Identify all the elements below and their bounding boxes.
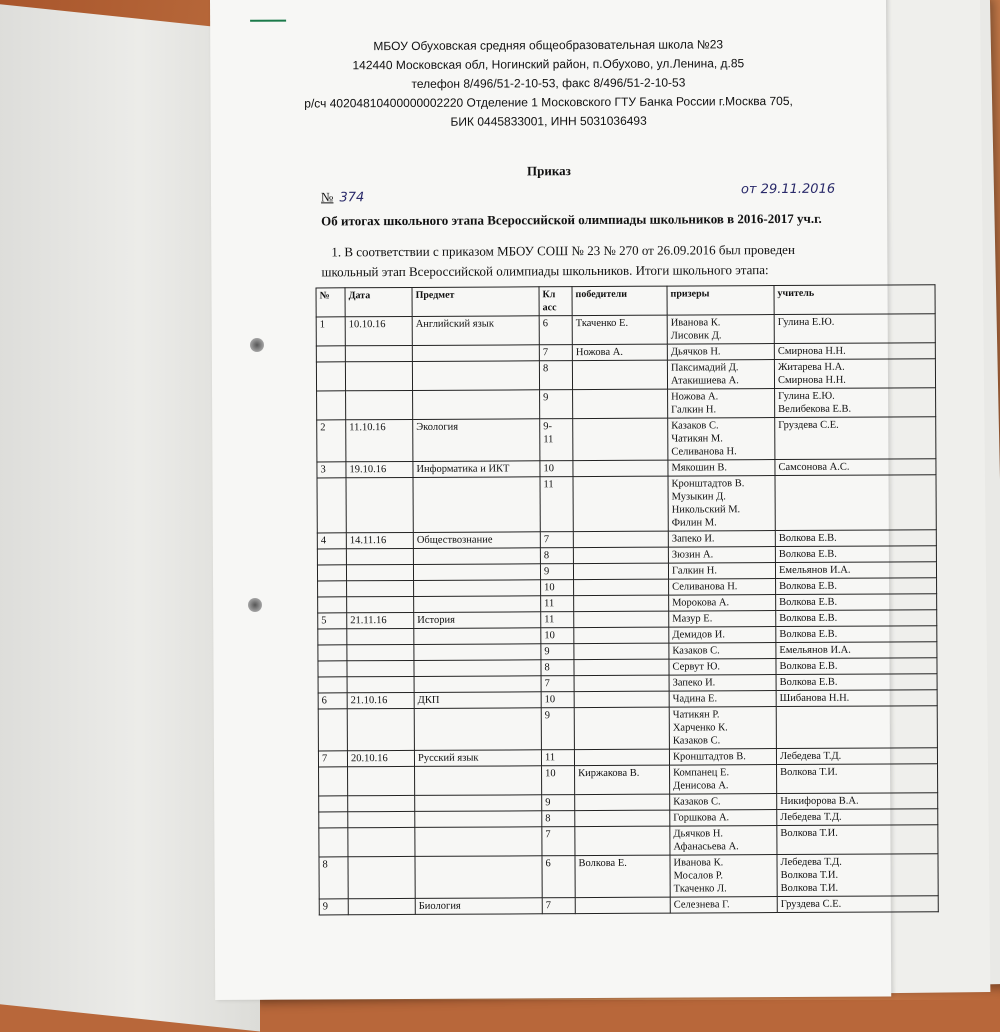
table-cell bbox=[573, 476, 668, 531]
table-cell: Запеко И. bbox=[669, 675, 776, 692]
table-cell: Дьячков Н. bbox=[667, 344, 774, 361]
table-cell: Киржакова В. bbox=[575, 765, 670, 794]
order-title: Приказ bbox=[526, 163, 571, 179]
table-cell: Волкова Т.И. bbox=[777, 764, 938, 794]
table-cell bbox=[415, 795, 542, 812]
table-cell: 14.11.16 bbox=[346, 532, 413, 548]
table-cell: Смирнова Н.Н. bbox=[774, 343, 935, 360]
order-subject: Об итогах школьного этапа Всероссийской олимпиады школьников в 2016-2017 уч.г. bbox=[321, 210, 822, 229]
table-cell bbox=[346, 390, 413, 419]
table-cell bbox=[318, 645, 347, 661]
table-cell: 9 bbox=[540, 564, 573, 580]
table-cell: Емельянов И.А. bbox=[776, 642, 937, 659]
table-cell: Ножова А. Галкин Н. bbox=[668, 389, 775, 419]
table-row bbox=[319, 825, 938, 857]
order-number bbox=[321, 189, 364, 205]
table-cell: 11.10.16 bbox=[346, 419, 413, 461]
letterhead-line: 142440 Московская обл, Ногинский район, п.Обухово, ул.Ленина, д.85 bbox=[352, 56, 745, 73]
table-cell bbox=[775, 475, 936, 531]
table-cell: Самсонова А.С. bbox=[775, 459, 936, 476]
table-cell: Зюзин А. bbox=[668, 547, 775, 564]
table-cell bbox=[317, 565, 346, 581]
table-cell: 7 bbox=[540, 532, 573, 548]
table-cell bbox=[573, 547, 668, 563]
table-cell: Волкова Е.В. bbox=[775, 530, 936, 547]
table-cell: Волкова Е.В. bbox=[776, 658, 937, 675]
table-cell: 7 bbox=[318, 751, 347, 767]
table-cell bbox=[414, 580, 541, 597]
header-cell: Предмет bbox=[412, 287, 539, 317]
table-cell: ДКП bbox=[414, 692, 541, 709]
header-cell: призеры bbox=[667, 286, 774, 316]
table-cell bbox=[414, 628, 541, 645]
table-cell bbox=[347, 580, 414, 596]
table-cell bbox=[347, 660, 414, 676]
table-cell: 8 bbox=[541, 660, 574, 676]
table-cell bbox=[317, 549, 346, 565]
table-cell: 11 bbox=[540, 477, 573, 532]
school-letterhead bbox=[210, 34, 886, 133]
table-cell bbox=[348, 811, 415, 827]
table-cell bbox=[776, 706, 937, 749]
table-cell: 21.10.16 bbox=[347, 692, 414, 708]
table-cell: 10.10.16 bbox=[345, 316, 412, 345]
number-label: № bbox=[320, 189, 334, 205]
table-cell bbox=[347, 628, 414, 644]
table-cell: 10 bbox=[541, 580, 574, 596]
table-row bbox=[319, 764, 938, 796]
table-cell bbox=[317, 478, 346, 533]
table-cell bbox=[413, 564, 540, 581]
table-cell bbox=[575, 897, 670, 913]
header-cell: победители bbox=[572, 286, 667, 315]
header-cell: Кл асс bbox=[539, 287, 572, 316]
table-cell: Иванова К. Мосалов Р. Ткаченко Л. bbox=[670, 855, 777, 898]
table-cell: Казаков С. Чатикян М. Селиванова Н. bbox=[668, 418, 775, 461]
table-cell: Волкова Е. bbox=[575, 855, 670, 897]
table-cell bbox=[573, 389, 668, 418]
olympiad-results-table bbox=[316, 284, 939, 915]
table-cell bbox=[574, 749, 669, 765]
table-cell bbox=[347, 644, 414, 660]
table-cell bbox=[318, 597, 347, 613]
table-cell: Ножова А. bbox=[572, 344, 667, 360]
table-cell: Кронштадтов В. Музыкин Д. Никольский М. Филин М. bbox=[668, 476, 775, 532]
table-cell bbox=[574, 643, 669, 659]
table-cell bbox=[573, 460, 668, 476]
table-cell bbox=[348, 795, 415, 811]
header-cell: Дата bbox=[345, 287, 412, 316]
table-cell: Житарева Н.А. Смирнова Н.Н. bbox=[774, 359, 935, 389]
table-cell: 3 bbox=[317, 462, 346, 478]
table-cell: Волкова Е.В. bbox=[776, 594, 937, 611]
table-cell bbox=[318, 661, 347, 677]
table-cell: Обществознание bbox=[413, 532, 540, 549]
table-cell bbox=[347, 708, 414, 750]
table-row bbox=[318, 706, 937, 751]
table-cell: 11 bbox=[541, 750, 574, 766]
table-cell: Груздева С.Е. bbox=[777, 896, 938, 913]
table-cell bbox=[318, 709, 347, 751]
table-cell: Емельянов И.А. bbox=[775, 562, 936, 579]
table-row bbox=[319, 896, 938, 915]
table-cell: 8 bbox=[540, 548, 573, 564]
table-cell bbox=[575, 810, 670, 826]
table-cell bbox=[412, 361, 539, 391]
table-cell: Волкова Е.В. bbox=[776, 610, 937, 627]
table-cell: 9 bbox=[541, 644, 574, 660]
letterhead-line: БИК 0445833001, ИНН 5031036493 bbox=[450, 113, 647, 129]
table-cell: 6 bbox=[318, 693, 347, 709]
table-cell: Морокова А. bbox=[669, 595, 776, 612]
table-cell: Селезнева Г. bbox=[670, 897, 777, 914]
table-cell: Казаков С. bbox=[669, 643, 776, 660]
table-cell bbox=[414, 596, 541, 613]
table-cell bbox=[413, 477, 540, 533]
table-cell bbox=[574, 675, 669, 691]
table-cell: 1 bbox=[316, 317, 345, 346]
table-cell: Груздева С.Е. bbox=[775, 417, 936, 460]
binder-hole bbox=[248, 598, 262, 612]
table-cell bbox=[415, 856, 542, 899]
table-cell: Лебедева Т.Д. bbox=[776, 748, 937, 765]
table-cell: 8 bbox=[539, 361, 572, 390]
table-cell bbox=[348, 827, 415, 856]
table-cell bbox=[574, 659, 669, 675]
header-cell: учитель bbox=[774, 285, 935, 315]
table-cell: 6 bbox=[542, 856, 575, 898]
table-row bbox=[317, 475, 936, 533]
table-cell: 7 bbox=[542, 827, 575, 856]
table-cell bbox=[319, 828, 348, 857]
table-cell bbox=[347, 676, 414, 692]
table-cell: 5 bbox=[318, 613, 347, 629]
number-handwritten: 374 bbox=[339, 190, 365, 206]
table-cell: 11 bbox=[541, 596, 574, 612]
table-cell bbox=[412, 345, 539, 362]
document-page bbox=[210, 0, 891, 1000]
table-cell bbox=[345, 345, 412, 361]
table-cell: 6 bbox=[539, 316, 572, 345]
table-cell bbox=[319, 812, 348, 828]
table-cell: Экология bbox=[413, 419, 540, 462]
table-cell: Кронштадтов В. bbox=[669, 749, 776, 766]
table-cell: 9 bbox=[542, 795, 575, 811]
table-cell bbox=[346, 477, 413, 532]
table-cell: Мазур Е. bbox=[669, 611, 776, 628]
table-cell bbox=[574, 579, 669, 595]
table-cell: Гулина Е.Ю. Велибекова Е.В. bbox=[775, 388, 936, 418]
table-cell bbox=[573, 531, 668, 547]
table-cell: 10 bbox=[540, 461, 573, 477]
table-cell bbox=[574, 691, 669, 707]
table-cell bbox=[319, 767, 348, 796]
table-cell: Лебедева Т.Д. bbox=[777, 809, 938, 826]
table-cell bbox=[575, 794, 670, 810]
table-row bbox=[319, 854, 938, 899]
table-cell: Информатика и ИКТ bbox=[413, 461, 540, 478]
table-cell: 2 bbox=[317, 420, 346, 462]
table-body bbox=[316, 314, 938, 915]
table-cell bbox=[347, 596, 414, 612]
table-cell bbox=[316, 346, 345, 362]
table-cell: Запеко И. bbox=[668, 531, 775, 548]
table-cell: Биология bbox=[415, 898, 542, 915]
table-cell: Русский язык bbox=[414, 750, 541, 767]
table-row bbox=[316, 314, 935, 346]
table-cell: Паксимадий Д. Атакишиева А. bbox=[667, 360, 774, 390]
table-cell bbox=[318, 629, 347, 645]
letterhead-line: р/сч 40204810400000002220 Отделение 1 Московского ГТУ Банка России г.Москва 705, bbox=[304, 93, 793, 111]
table-cell: Горшкова А. bbox=[670, 810, 777, 827]
header-cell: № bbox=[316, 288, 345, 317]
table-cell bbox=[348, 898, 415, 914]
table-cell: 7 bbox=[541, 676, 574, 692]
table-cell bbox=[413, 548, 540, 565]
table-cell: Казаков С. bbox=[670, 794, 777, 811]
table-cell: Шибанова Н.Н. bbox=[776, 690, 937, 707]
table-cell: 7 bbox=[542, 898, 575, 914]
table-cell bbox=[413, 390, 540, 420]
table-cell: Английский язык bbox=[412, 316, 539, 346]
table-cell: 11 bbox=[541, 612, 574, 628]
table-cell: Волкова Е.В. bbox=[775, 546, 936, 563]
table-cell bbox=[574, 627, 669, 643]
order-date-handwritten: от 29.11.2016 bbox=[740, 181, 836, 198]
table-cell: Селиванова Н. bbox=[669, 579, 776, 596]
table-cell: Демидов И. bbox=[669, 627, 776, 644]
table-cell bbox=[415, 766, 542, 796]
table-cell bbox=[415, 827, 542, 857]
table-cell: 9 bbox=[319, 899, 348, 915]
table-cell: 20.10.16 bbox=[347, 750, 414, 766]
table-cell bbox=[319, 796, 348, 812]
table-cell bbox=[346, 564, 413, 580]
table-cell bbox=[317, 391, 346, 420]
paragraph-line: школьный этап Всероссийской олимпиады школьников. Итоги школьного этапа: bbox=[321, 262, 769, 280]
order-paragraph bbox=[321, 240, 861, 283]
table-cell: 10 bbox=[541, 628, 574, 644]
green-pen-mark bbox=[250, 20, 286, 22]
letterhead-line: телефон 8/496/51-2-10-53, факс 8/496/51-2-10-53 bbox=[411, 75, 686, 91]
table-row bbox=[316, 359, 935, 391]
letterhead-line: МБОУ Обуховская средняя общеобразовательная школа №23 bbox=[373, 37, 724, 54]
table-cell: 7 bbox=[539, 345, 572, 361]
table-cell bbox=[573, 418, 668, 460]
table-cell bbox=[414, 644, 541, 661]
table-cell bbox=[414, 676, 541, 693]
table-cell: Дьячков Н. Афанасьева А. bbox=[670, 826, 777, 856]
table-cell bbox=[574, 707, 669, 749]
table-cell: Иванова К. Лисовик Д. bbox=[667, 315, 774, 345]
table-cell bbox=[318, 677, 347, 693]
table-cell: Волкова Т.И. bbox=[777, 825, 938, 855]
table-cell: 9 bbox=[540, 390, 573, 419]
table-cell: 8 bbox=[542, 811, 575, 827]
table-cell: 10 bbox=[542, 766, 575, 795]
table-cell: 9- 11 bbox=[540, 419, 573, 461]
table-cell: История bbox=[414, 612, 541, 629]
binder-hole bbox=[250, 338, 264, 352]
table-cell: 19.10.16 bbox=[346, 461, 413, 477]
table-cell: Никифорова В.А. bbox=[777, 793, 938, 810]
table-cell: 10 bbox=[541, 692, 574, 708]
table-cell bbox=[574, 611, 669, 627]
table-cell bbox=[348, 766, 415, 795]
table-cell bbox=[575, 826, 670, 855]
table-cell: Чадина Е. bbox=[669, 691, 776, 708]
table-row bbox=[317, 417, 936, 462]
table-cell bbox=[345, 361, 412, 390]
table-cell: 9 bbox=[541, 708, 574, 750]
table-row bbox=[317, 388, 936, 420]
table-cell: Лебедева Т.Д. Волкова Т.И. Волкова Т.И. bbox=[777, 854, 938, 897]
table-cell bbox=[318, 581, 347, 597]
table-cell: Волкова Е.В. bbox=[776, 578, 937, 595]
table-cell bbox=[346, 548, 413, 564]
table-cell bbox=[415, 811, 542, 828]
table-cell bbox=[316, 362, 345, 391]
table-cell: Ткаченко Е. bbox=[572, 315, 667, 344]
table-cell bbox=[572, 360, 667, 389]
table-cell bbox=[414, 660, 541, 677]
table-cell bbox=[414, 708, 541, 751]
table-cell bbox=[574, 595, 669, 611]
table-cell: Волкова Е.В. bbox=[776, 626, 937, 643]
table-cell: Сервут Ю. bbox=[669, 659, 776, 676]
table-cell: Мякошин В. bbox=[668, 460, 775, 477]
table-cell bbox=[573, 563, 668, 579]
table-cell: Чатикян Р. Харченко К. Казаков С. bbox=[669, 707, 776, 750]
table-cell: Компанец Е. Денисова А. bbox=[670, 765, 777, 795]
paragraph-line: 1. В соответствии с приказом МБОУ СОШ № 23 № 270 от 26.09.2016 был проведен bbox=[331, 241, 795, 260]
table-cell bbox=[348, 856, 415, 898]
table-cell: Галкин Н. bbox=[668, 563, 775, 580]
table-cell: 4 bbox=[317, 533, 346, 549]
table-cell: 8 bbox=[319, 857, 348, 899]
table-cell: 21.11.16 bbox=[347, 612, 414, 628]
table-header-row bbox=[316, 285, 935, 317]
table-cell: Волкова Е.В. bbox=[776, 674, 937, 691]
table-cell: Гулина Е.Ю. bbox=[774, 314, 935, 344]
